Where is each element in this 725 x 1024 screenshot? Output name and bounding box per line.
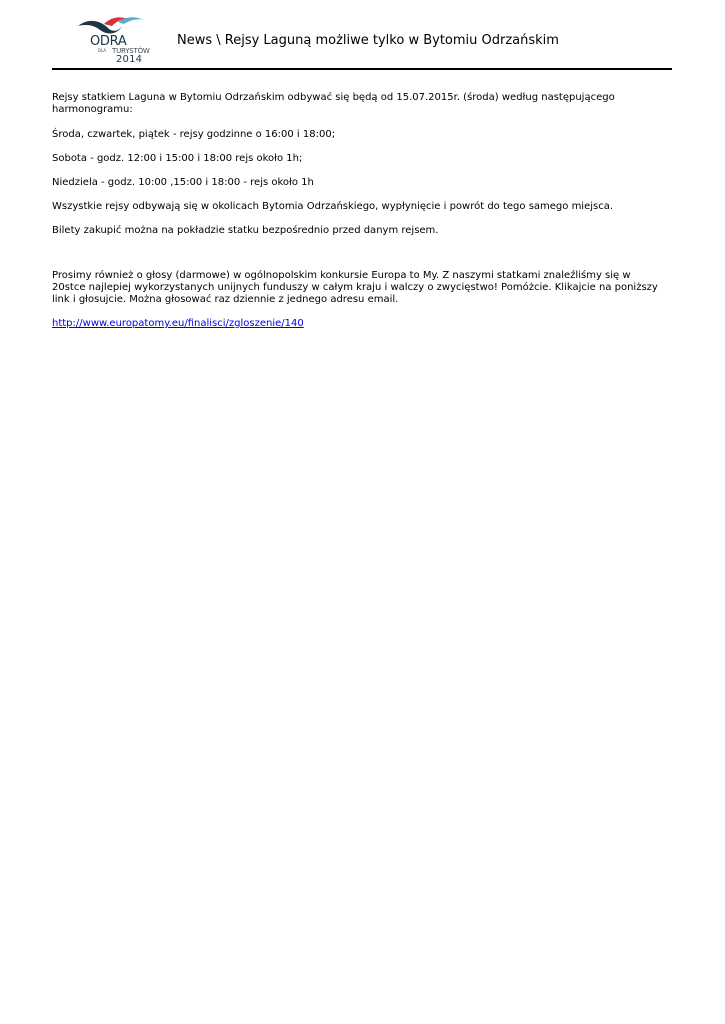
article-body (52, 92, 664, 330)
logo-text-dla: DLA (98, 48, 107, 53)
odra-logo (74, 12, 152, 68)
wave-logo-icon (74, 12, 152, 36)
schedule-sunday: Niedziela - godz. 10:00 ,15:00 i 18:00 - rejs około 1h (52, 177, 314, 188)
logo-text-turystow: TURYSTÓW (112, 47, 150, 55)
spacer (52, 237, 664, 270)
page-header (52, 0, 672, 70)
vote-link-paragraph (52, 318, 664, 330)
intro-paragraph: Rejsy statkiem Laguna w Bytomiu Odrzańskim odbywać się będą od 15.07.2015r. (środa) według następującego harmonogramu: (52, 92, 615, 115)
logo-text-odra: ODRA (90, 34, 127, 49)
page-title: News \ Rejsy Laguną możliwe tylko w Bytomiu Odrzańskim (177, 33, 559, 48)
vote-appeal-paragraph: Prosimy również o głosy (darmowe) w ogólnopolskim konkursie Europa to My. Z naszymi statkami znaleźliśmy się w 20stce najlepiej wykorzystanych unijnych funduszy w całym kraju i walczy o zwycięstwo! Pomóżcie. Klikajcie na poniższy link i głosujcie. Można głosować raz dziennie z jednego adresu email. (52, 270, 658, 305)
vote-link[interactable]: http://www.europatomy.eu/finalisci/zgloszenie/140 (52, 318, 304, 329)
schedule-saturday: Sobota - godz. 12:00 i 15:00 i 18:00 rejs około 1h; (52, 153, 303, 164)
location-note: Wszystkie rejsy odbywają się w okolicach Bytomia Odrzańskiego, wypłynięcie i powrót do tego samego miejsca. (52, 201, 614, 212)
tickets-note: Bilety zakupić można na pokładzie statku bezpośrednio przed danym rejsem. (52, 225, 439, 236)
schedule-weekdays: Środa, czwartek, piątek - rejsy godzinne o 16:00 i 18:00; (52, 129, 336, 140)
logo-text-year: 2014 (116, 54, 143, 65)
